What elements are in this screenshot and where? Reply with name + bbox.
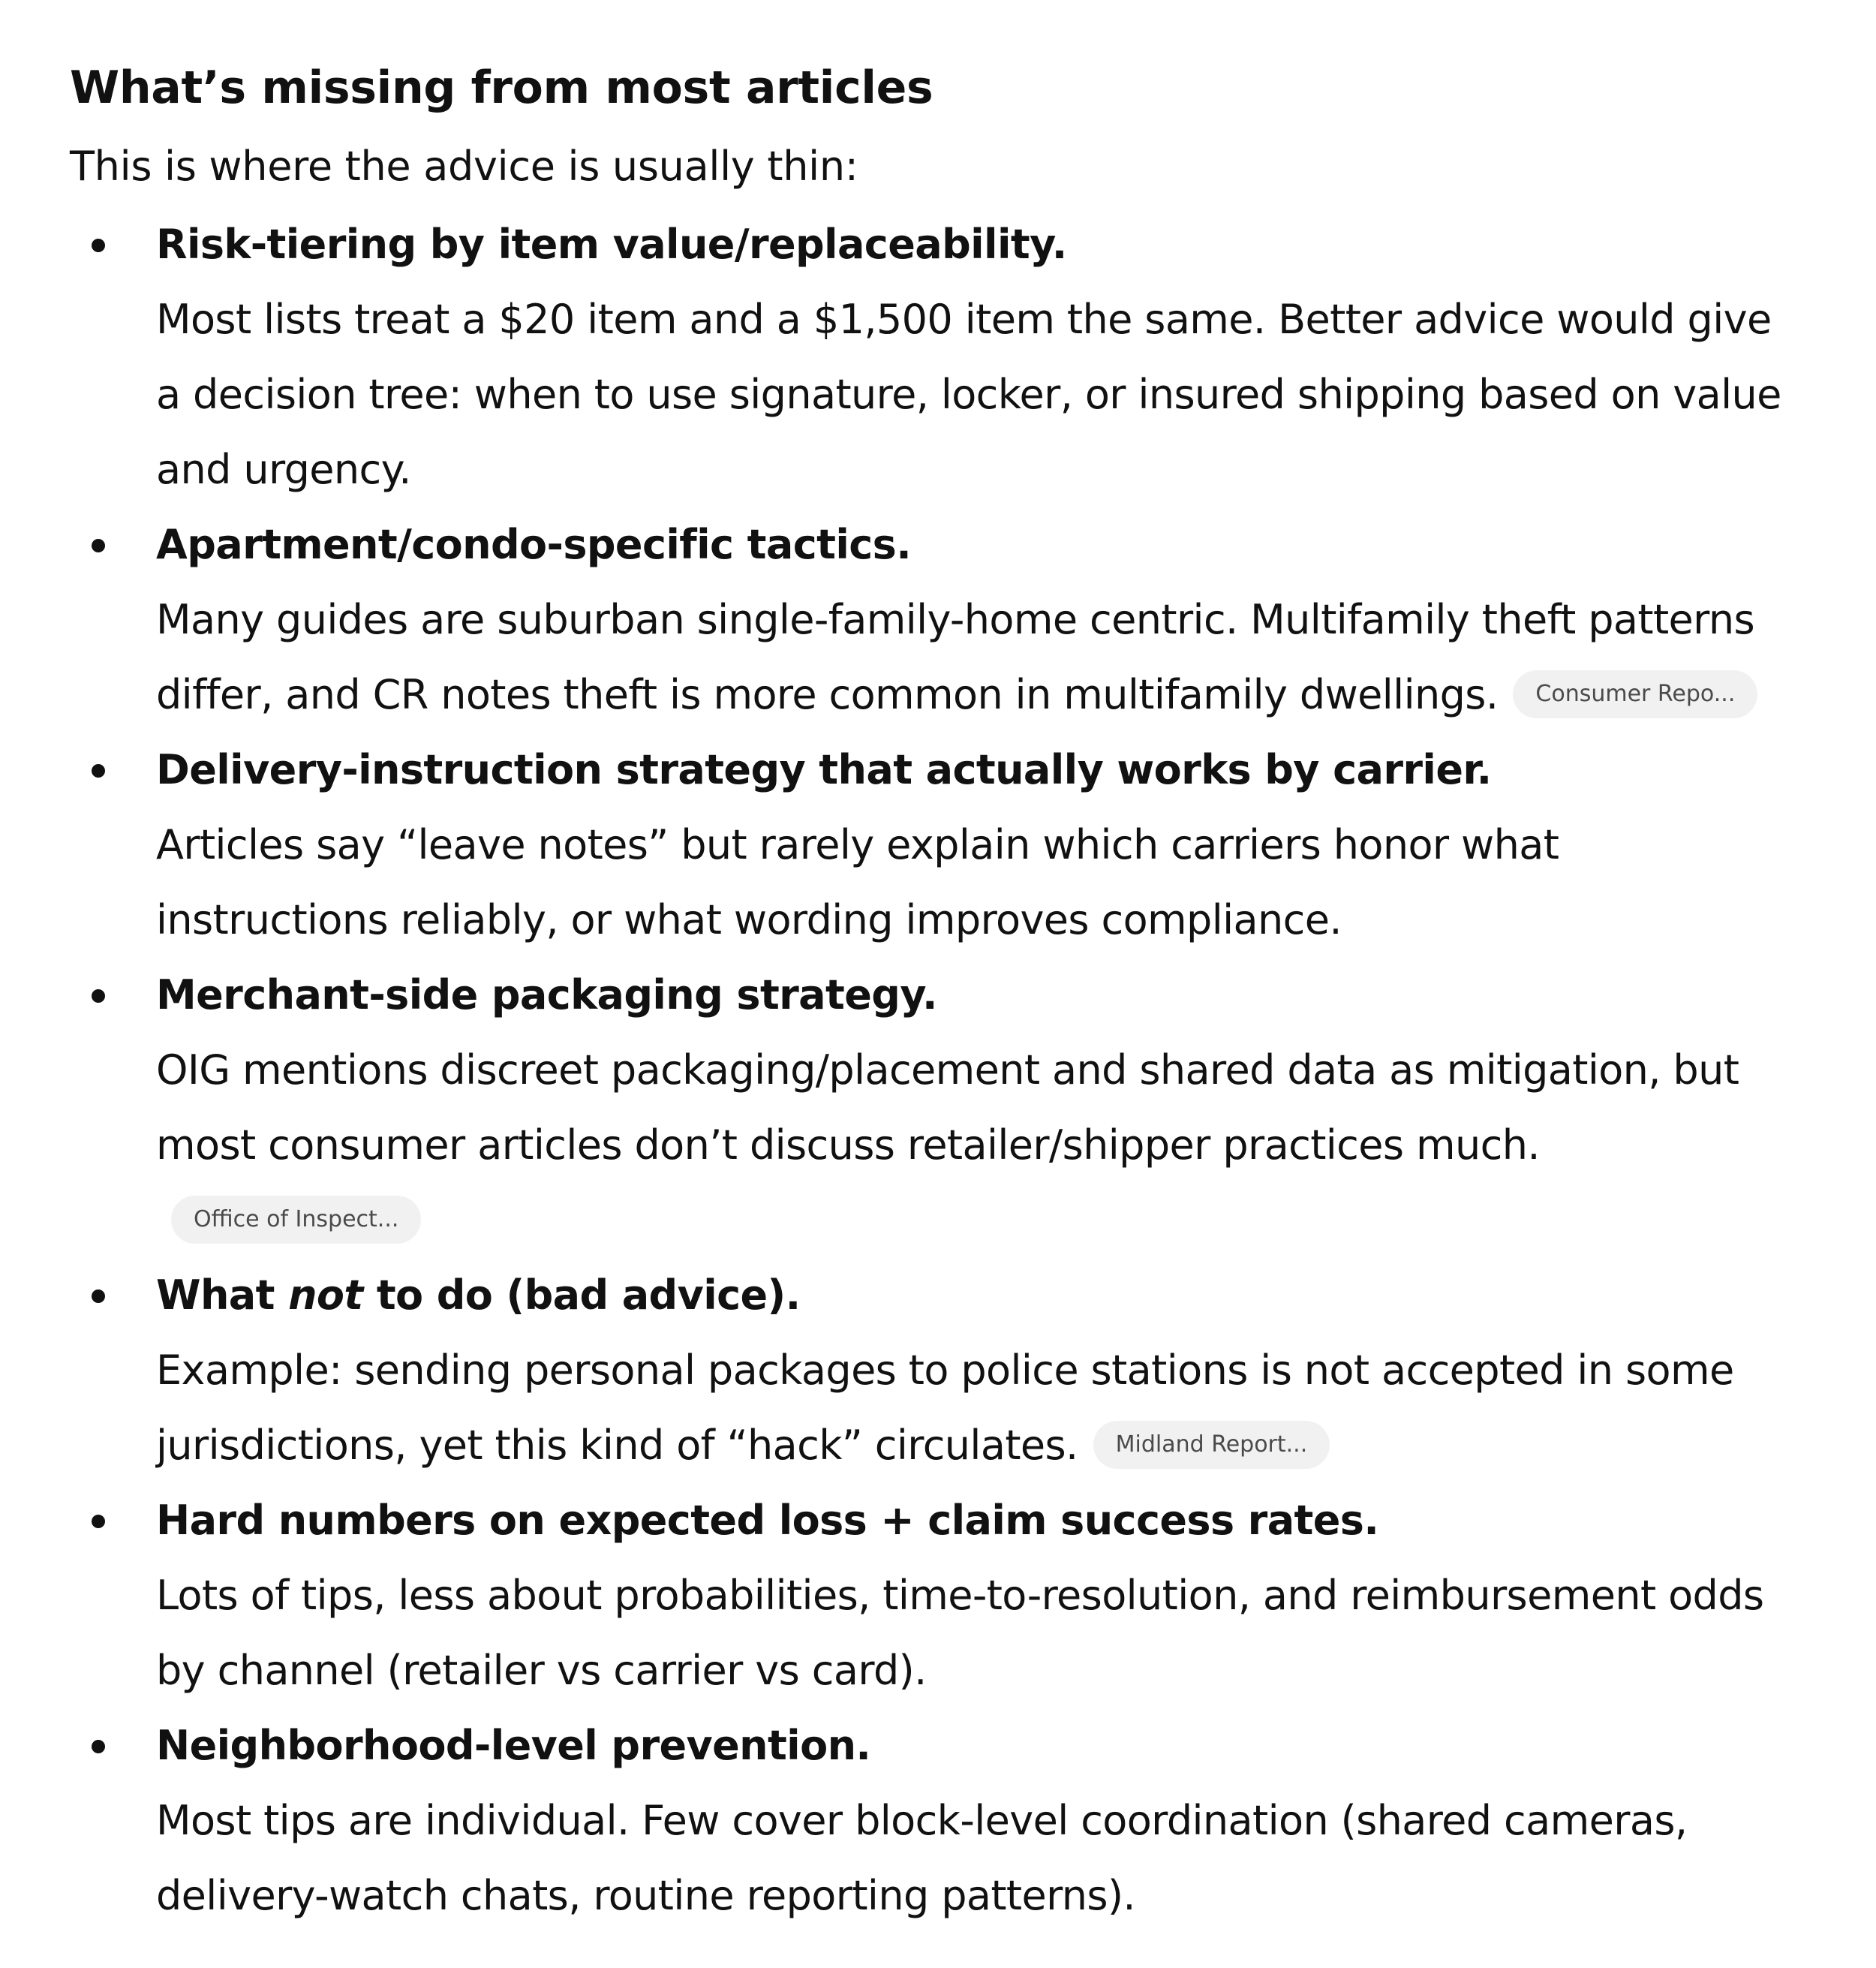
bullet-icon — [92, 1740, 105, 1753]
item-title-emphasis: not — [288, 1271, 363, 1319]
item-title-after: to do (bad advice). — [362, 1271, 801, 1319]
bullet-icon — [92, 539, 105, 552]
bullet-icon — [92, 239, 105, 252]
list-item — [70, 507, 1796, 733]
intro-text: This is where the advice is usually thin: — [70, 143, 858, 190]
citation-chip-office-of-inspector[interactable]: Office of Inspect... — [171, 1196, 421, 1244]
item-title: Apartment/condo-specific tactics. — [156, 521, 912, 568]
bullet-icon — [92, 764, 105, 778]
item-body — [156, 1333, 1796, 1483]
citation-chip-consumer-reports[interactable]: Consumer Repo... — [1513, 670, 1757, 718]
list-item — [70, 733, 1796, 958]
item-title: Hard numbers on expected loss + claim success rates. — [156, 1497, 1379, 1544]
list-item — [70, 1708, 1796, 1933]
list-item — [70, 1258, 1796, 1483]
item-title: Risk-tiering by item value/replaceability. — [156, 221, 1067, 268]
item-title-before: What — [156, 1271, 289, 1319]
item-body-text: Most tips are individual. Few cover block-level coordination (shared cameras, delivery-watch chats, routine reporting patterns). — [156, 1797, 1688, 1919]
item-body — [156, 582, 1796, 733]
bullet-icon — [92, 1289, 105, 1303]
item-body — [156, 282, 1796, 507]
item-body-text: Most lists treat a $20 item and a $1,500 item the same. Better advice would give a decision tree: when to use signature, locker, or insured shipping based on value and urgency. — [156, 296, 1781, 493]
item-body-text: Articles say “leave notes” but rarely explain which carriers honor what instructions reliably, or what wording improves compliance. — [156, 821, 1559, 943]
item-body — [156, 1033, 1796, 1258]
list-item — [70, 207, 1796, 507]
citation-chip-midland-reporter[interactable]: Midland Report... — [1093, 1421, 1330, 1469]
item-title: Delivery-instruction strategy that actually works by carrier. — [156, 746, 1492, 793]
bullet-icon — [92, 989, 105, 1003]
missing-topics-list — [70, 207, 1796, 1933]
bullet-icon — [92, 1515, 105, 1528]
item-body — [156, 808, 1796, 958]
item-body-text: Many guides are suburban single-family-home centric. Multifamily theft patterns differ, and CR notes theft is more common in multifamily dwellings. — [156, 596, 1754, 718]
item-body — [156, 1783, 1796, 1933]
item-title: Merchant-side packaging strategy. — [156, 971, 937, 1019]
item-body — [156, 1558, 1796, 1708]
item-title — [156, 1258, 1796, 1333]
list-item — [70, 1483, 1796, 1708]
item-body-text: OIG mentions discreet packaging/placement and shared data as mitigation, but most consumer articles don’t discuss retailer/shipper practices much. — [156, 1046, 1739, 1169]
section-heading: What’s missing from most articles — [70, 62, 933, 114]
item-body-text: Lots of tips, less about probabilities, time-to-resolution, and reimbursement odds by channel (retailer vs carrier vs card). — [156, 1572, 1764, 1694]
item-body-text: Example: sending personal packages to police stations is not accepted in some jurisdictions, yet this kind of “hack” circulates. — [156, 1347, 1734, 1469]
item-title: Neighborhood-level prevention. — [156, 1722, 871, 1769]
response-content — [70, 47, 1796, 1933]
list-item — [70, 958, 1796, 1258]
